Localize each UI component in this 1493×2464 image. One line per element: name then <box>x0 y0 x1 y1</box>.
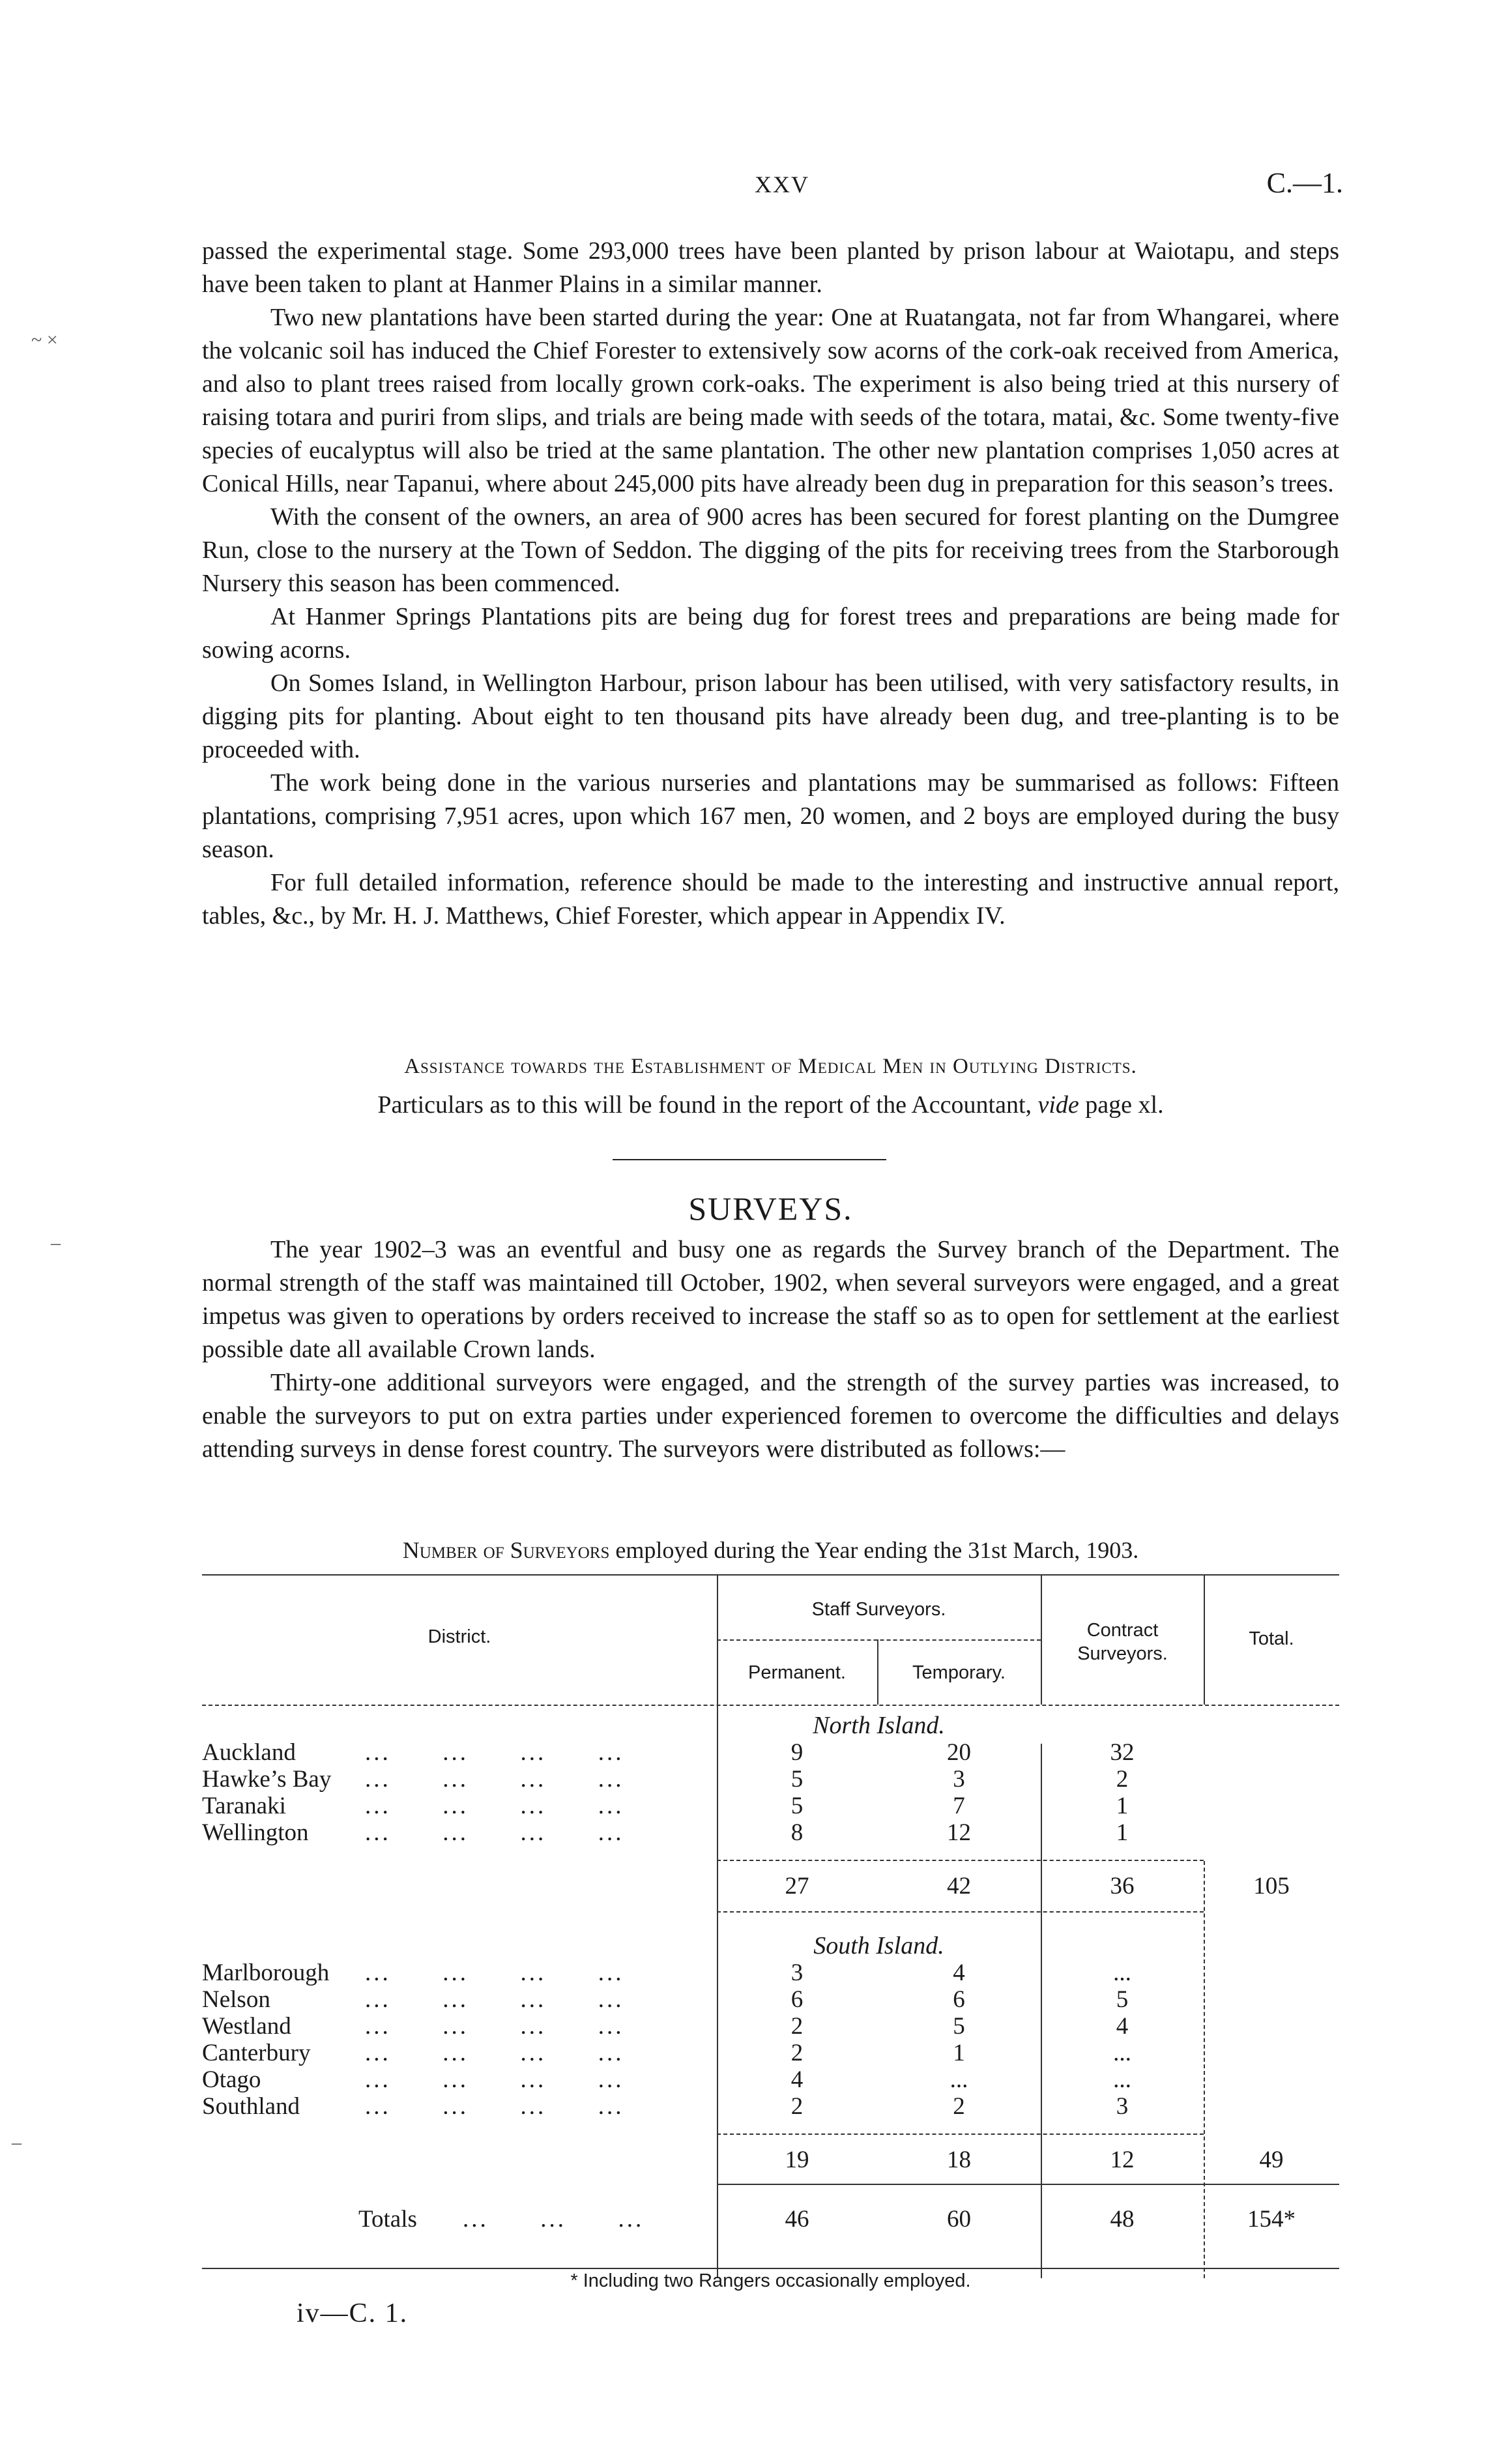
totals-total: 154* <box>1247 2206 1296 2233</box>
surveys-title: SURVEYS. <box>688 1190 853 1227</box>
leader-dots: ... ... ... ... <box>365 1819 624 1846</box>
page-reference: iv—C. 1. <box>297 2298 409 2328</box>
totals-temporary: 60 <box>947 2206 971 2233</box>
district-name: Westland <box>202 2013 291 2040</box>
paragraph: The year 1902–3 was an eventful and busy one as regards the Survey branch of the Department. The normal strength of the staff was maintained till October, 1902, when several surveyors were engaged, and a great impetus was given to operations by orders received to increase the staff so as to open for settlement at the earliest possible date all available Crown lands. <box>202 1236 1339 1363</box>
header-total: Total. <box>1249 1628 1294 1649</box>
cell-contract: ... <box>1113 2066 1131 2093</box>
cell-temporary: ... <box>949 2066 968 2093</box>
paragraph: passed the experimental stage. Some 293,000 trees have been planted by prison labour at Waiotapu, and steps have been taken to plant at Hanmer Plains in a similar manner. <box>202 237 1339 298</box>
table-rule <box>1041 1574 1042 1705</box>
cell-contract: ... <box>1113 2040 1131 2066</box>
header-staff-surveyors: Staff Surveyors. <box>811 1599 946 1620</box>
leader-dots: ... ... ... ... <box>365 1766 624 1793</box>
header-permanent: Permanent. <box>748 1662 846 1683</box>
district-name: Canterbury <box>202 2040 311 2066</box>
district-name: Auckland <box>202 1739 296 1766</box>
cell-permanent: 2 <box>790 2093 804 2120</box>
subtotal-total: 105 <box>1253 1873 1290 1899</box>
leader-dots: ... ... ... ... <box>365 2066 624 2093</box>
cell-temporary: 4 <box>953 1959 965 1986</box>
cell-contract: 4 <box>1116 2013 1129 2040</box>
leader-dots: ... ... ... ... <box>365 1986 624 2013</box>
paragraph: With the consent of the owners, an area of 900 acres has been secured for forest planting on the Dumgree Run, close to the nursery at the Town of Seddon. The digging of the pits for receiving trees from the Starborough Nursery this season has been commenced. <box>202 503 1339 597</box>
totals-label: Totals <box>358 2206 417 2233</box>
subtotal-total: 49 <box>1259 2147 1284 2173</box>
table-rule <box>717 1860 1204 1861</box>
margin-mark: – <box>51 1232 61 1254</box>
subtotal-permanent: 19 <box>785 2147 809 2173</box>
cell-temporary: 7 <box>953 1793 965 1819</box>
cell-permanent: 5 <box>790 1766 804 1793</box>
cell-permanent: 3 <box>790 1959 804 1986</box>
subtotal-contract: 36 <box>1110 1873 1135 1899</box>
surveys-text-block <box>202 1233 1339 1466</box>
cell-permanent: 6 <box>790 1986 804 2013</box>
cell-contract: 5 <box>1116 1986 1129 2013</box>
district-name: Southland <box>202 2093 300 2120</box>
section-divider <box>613 1159 886 1160</box>
page-number-roman: XXV <box>755 171 809 198</box>
table-rule <box>202 2268 1339 2269</box>
cell-contract: ... <box>1113 1959 1131 1986</box>
district-name: Nelson <box>202 1986 270 2013</box>
totals-permanent: 46 <box>785 2206 809 2233</box>
leader-dots: ... ... ... ... <box>365 1793 624 1819</box>
margin-mark: ~ × <box>31 329 58 351</box>
leader-dots: ... ... ... <box>463 2206 645 2233</box>
district-name: Otago <box>202 2066 261 2093</box>
subtotal-contract: 12 <box>1110 2147 1135 2173</box>
table-caption: Number of Surveyors employed during the Year ending the 31st March, 1903. <box>402 1537 1139 1563</box>
leader-dots: ... ... ... ... <box>365 2040 624 2066</box>
header-contract-surveyors: Contract Surveyors. <box>1077 1620 1168 1664</box>
paragraph: At Hanmer Springs Plantations pits are being dug for forest trees and preparations are being made for sowing acorns. <box>202 603 1339 664</box>
cell-temporary: 2 <box>953 2093 965 2120</box>
paragraph: Two new plantations have been started during the year: One at Ruatangata, not far from Whangarei, where the volcanic soil has induced the Chief Forester to extensively sow acorns of the cork-oak received from America, and also to plant trees raised from locally grown cork-oaks. The experiment is also being tried at this nursery of raising totara and puriri from slips, and trials are being made with seeds of the totara, matai, &c. Some twenty-five species of eucalyptus will also be tried at the same plantation. The other new plantation comprises 1,050 acres at Conical Hills, near Tapanui, where about 245,000 pits have already been dug in preparation for this season’s trees. <box>202 304 1339 497</box>
cell-permanent: 5 <box>790 1793 804 1819</box>
cell-contract: 3 <box>1116 2093 1129 2120</box>
table-rule <box>717 1911 1204 1913</box>
surveyors-table <box>202 1574 1339 2278</box>
cell-temporary: 20 <box>947 1739 971 1766</box>
district-name: Taranaki <box>202 1793 286 1819</box>
table-rule <box>717 1639 1041 1641</box>
district-name: Hawke’s Bay <box>202 1766 332 1793</box>
cell-temporary: 3 <box>953 1766 965 1793</box>
subtotal-temporary: 18 <box>947 2147 971 2173</box>
medical-section-text: Particulars as to this will be found in the report of the Accountant, vide page xl. <box>377 1091 1164 1119</box>
cell-temporary: 1 <box>953 2040 965 2066</box>
leader-dots: ... ... ... ... <box>365 1739 624 1766</box>
table-rule <box>717 2184 1339 2185</box>
subtotal-permanent: 27 <box>785 1873 809 1899</box>
medical-section-heading: Assistance towards the Establishment of Medical Men in Outlying Districts. <box>404 1055 1137 1078</box>
cell-permanent: 9 <box>790 1739 804 1766</box>
leader-dots: ... ... ... ... <box>365 2013 624 2040</box>
cell-permanent: 4 <box>790 2066 804 2093</box>
forestry-text-block <box>202 235 1339 933</box>
table-rule <box>717 2134 1204 2135</box>
table-footnote: * Including two Rangers occasionally employed. <box>570 2270 971 2291</box>
cell-temporary: 12 <box>947 1819 971 1846</box>
header-temporary: Temporary. <box>912 1662 1006 1683</box>
table-rule <box>202 1705 1339 1706</box>
margin-mark: – <box>12 2132 22 2153</box>
cell-permanent: 8 <box>790 1819 804 1846</box>
leader-dots: ... ... ... ... <box>365 2093 624 2120</box>
paragraph: For full detailed information, reference should be made to the interesting and instructive annual report, tables, &c., by Mr. H. J. Matthews, Chief Forester, which appear in Appendix IV. <box>202 869 1339 930</box>
cell-temporary: 6 <box>953 1986 965 2013</box>
cell-contract: 1 <box>1116 1819 1129 1846</box>
totals-contract: 48 <box>1110 2206 1135 2233</box>
cell-permanent: 2 <box>790 2013 804 2040</box>
table-rule <box>202 1574 1339 1576</box>
cell-temporary: 5 <box>953 2013 965 2040</box>
leader-dots: ... ... ... ... <box>365 1959 624 1986</box>
header-district: District. <box>428 1626 491 1647</box>
paragraph: Thirty-one additional surveyors were engaged, and the strength of the survey parties was increased, to enable the surveyors to put on extra parties under experienced foremen to overcome the difficulties and delays attending surveys in dense forest country. The surveyors were distributed as follows:— <box>202 1369 1339 1463</box>
cell-permanent: 2 <box>790 2040 804 2066</box>
district-name: Wellington <box>202 1819 309 1846</box>
district-name: Marlborough <box>202 1959 330 1986</box>
subtotal-temporary: 42 <box>947 1873 971 1899</box>
paragraph: The work being done in the various nurseries and plantations may be summarised as follows: Fifteen plantations, comprising 7,951 acres, upon which 167 men, 20 women, and 2 boys are employed during the busy season. <box>202 769 1339 863</box>
paragraph: On Somes Island, in Wellington Harbour, prison labour has been utilised, with very satisfactory results, in digging pits for planting. About eight to ten thousand pits have already been dug, and tree-planting is to be proceeded with. <box>202 669 1339 763</box>
cell-contract: 2 <box>1116 1766 1129 1793</box>
south-island-label: South Island. <box>813 1932 944 1959</box>
document-reference: C.—1. <box>1266 167 1343 199</box>
cell-contract: 32 <box>1110 1739 1135 1766</box>
cell-contract: 1 <box>1116 1793 1129 1819</box>
north-island-label: North Island. <box>813 1712 945 1739</box>
